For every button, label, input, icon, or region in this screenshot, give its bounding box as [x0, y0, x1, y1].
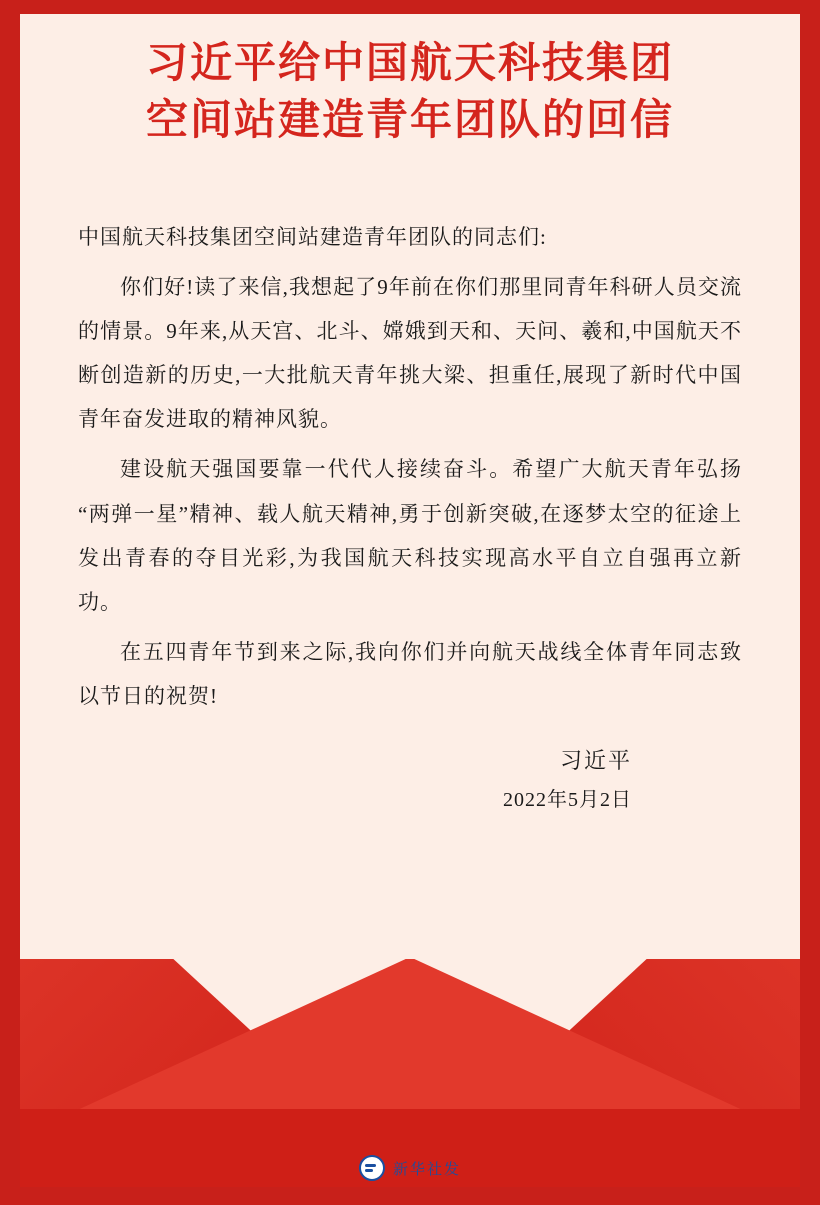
letter-paragraph-3: 在五四青年节到来之际,我向你们并向航天战线全体青年同志致以节日的祝贺!	[78, 639, 742, 708]
letter-paragraph-1: 你们好!读了来信,我想起了9年前在你们那里同青年科研人员交流的情景。9年来,从天宫、北斗、嫦娥到天和、天问、羲和,中国航天不断创造新的历史,一大批航天青年挑大梁、担重任,展现了新时代中国青年奋发进取的精神风貌。	[78, 275, 742, 432]
letter-sheet	[20, 169, 800, 959]
letter-paragraph-2: 建设航天强国要靠一代代人接续奋斗。希望广大航天青年弘扬“两弹一星”精神、载人航天精神,勇于创新突破,在逐梦太空的征途上发出青春的夺目光彩,为我国航天科技实现高水平自立自强再立新功。	[78, 457, 742, 614]
frame-border-bottom	[0, 1187, 820, 1205]
letter-salutation: 中国航天科技集团空间站建造青年团队的同志们:	[78, 225, 547, 249]
footer-credit-text: 新华社发	[392, 1160, 461, 1178]
frame-border-left	[0, 0, 20, 1205]
signature-name: 习近平	[559, 748, 632, 774]
frame-border-top	[0, 0, 820, 14]
frame-border-right	[800, 0, 820, 1205]
poster-header	[20, 14, 800, 169]
page-title-line-2: 空间站建造青年团队的回信	[145, 95, 674, 143]
envelope-graphic	[20, 169, 800, 1187]
footer-credit	[0, 1155, 820, 1181]
signature-date: 2022年5月2日	[503, 789, 632, 812]
letter-signature-block	[78, 744, 742, 812]
page-title-line-1: 习近平给中国航天科技集团	[145, 38, 674, 86]
xinhua-logo-icon	[359, 1155, 385, 1181]
